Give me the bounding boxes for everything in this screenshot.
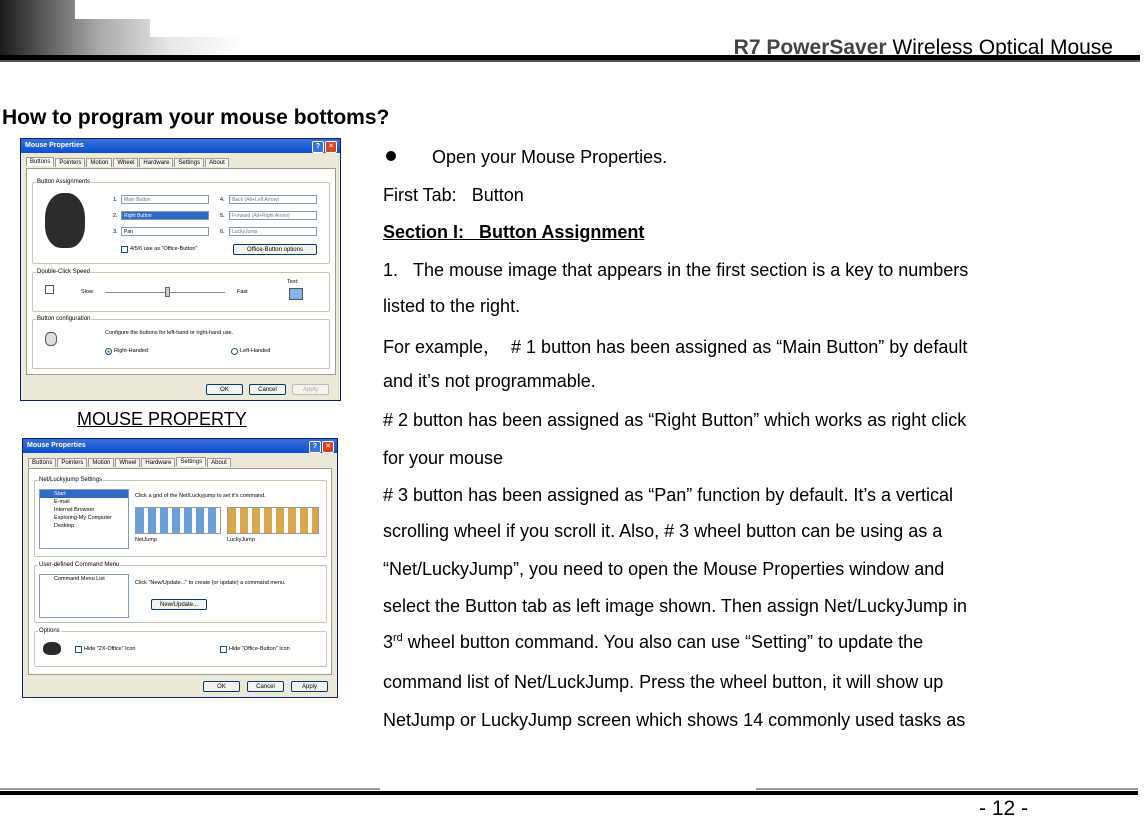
dialog-titlebar xyxy=(21,139,340,153)
speed-slider-knob xyxy=(165,287,170,297)
config-text: Configure the buttons for left-hand or right-hand use. xyxy=(105,330,234,336)
hide-office-button-label: Hide "Office-Button" Icon xyxy=(229,646,290,652)
close-icon: ✕ xyxy=(325,141,337,153)
assign-number: 4. xyxy=(220,197,225,203)
tab-wheel: Wheel xyxy=(113,158,138,167)
list-item: E-mail xyxy=(54,499,70,505)
page-heading: How to program your mouse bottoms? xyxy=(2,106,390,129)
dialog-tabs xyxy=(28,458,231,467)
group-user-defined-menu xyxy=(34,562,327,623)
assign-select-5: Forward (Alt+Right Arrow) xyxy=(229,211,317,220)
command-list xyxy=(39,489,129,549)
right-handed-label: Right-Handed xyxy=(114,348,148,354)
tab-pointers: Pointers xyxy=(55,158,85,167)
body-line: select the Button tab as left image shown. Then assign Net/LuckyJump in xyxy=(383,596,967,616)
test-folder-icon xyxy=(289,288,303,300)
first-tab-line: First Tab: Button xyxy=(383,185,524,205)
tab-motion: Motion xyxy=(88,458,114,467)
tab-panel xyxy=(26,168,336,375)
body-line: scrolling wheel if you scroll it. Also, # 3 wheel button can be using as a xyxy=(383,521,943,541)
apply-button: Apply xyxy=(291,681,328,692)
header-title xyxy=(734,36,1113,60)
footer-rule xyxy=(0,788,380,790)
office-options-button: Office-Button options xyxy=(233,244,317,255)
group-options xyxy=(34,628,327,667)
ok-button: OK xyxy=(206,384,243,395)
tab-settings: Settings xyxy=(174,158,204,167)
list-item: Command Menu List xyxy=(54,576,105,582)
left-handed-radio xyxy=(231,348,238,355)
tab-buttons: Buttons xyxy=(26,157,54,166)
list-item: Exploring-My Computer xyxy=(54,515,112,521)
body-line: “Net/LuckyJump”, you need to open the Mouse Properties window and xyxy=(383,559,945,579)
assign-select-6: LuckyJump xyxy=(229,227,317,236)
group-label: Net/Luckyjump Settings xyxy=(39,477,103,483)
dialog-title: Mouse Properties xyxy=(25,142,84,149)
tab-settings: Settings xyxy=(176,457,206,466)
test-label: Test: xyxy=(287,279,299,285)
luckyjump-icon-grid xyxy=(227,507,319,534)
bullet-text: Open your Mouse Properties. xyxy=(432,147,668,167)
command-hint: Click "New/Update..." to create (or update) a command menu. xyxy=(135,580,286,586)
body-line: 1. The mouse image that appears in the first section is a key to numbers xyxy=(383,260,969,280)
body-line: for your mouse xyxy=(383,448,504,468)
page-number: - 12 - xyxy=(979,797,1029,820)
assign-number: 1. xyxy=(113,197,118,203)
netjump-icon-grid xyxy=(135,507,221,534)
tab-panel xyxy=(28,468,332,675)
fast-label: Fast xyxy=(237,289,248,295)
hide-2x-office-checkbox xyxy=(75,646,82,653)
list-item: Start xyxy=(40,490,128,498)
body-line: For example， # 1 button has been assigned as “Main Button” by default xyxy=(383,337,968,357)
group-label: Double-Click Speed xyxy=(37,269,91,275)
bullet-icon xyxy=(386,151,396,161)
body-line: command list of Net/LuckJump. Press the wheel button, it will show up xyxy=(383,672,944,692)
tab-motion: Motion xyxy=(86,158,112,167)
close-icon: ✕ xyxy=(322,441,334,453)
cancel-button: Cancel xyxy=(249,384,286,395)
command-menu-list xyxy=(39,574,129,618)
assign-number: 5. xyxy=(220,213,225,219)
tab-wheel: Wheel xyxy=(115,458,140,467)
hide-office-button-checkbox xyxy=(220,646,227,653)
group-net-luckyjump xyxy=(34,477,327,557)
assign-number: 3. xyxy=(113,229,118,235)
assign-select-1: Main Button xyxy=(121,195,209,204)
tab-buttons: Buttons xyxy=(28,458,56,467)
header-brand: R7 PowerSaver xyxy=(733,36,887,59)
mouse-icon xyxy=(43,642,61,655)
body-line: listed to the right. xyxy=(383,296,521,316)
ordinal-rest: wheel button command. You also can use “Setting” to update the xyxy=(402,632,924,652)
slow-label: Slow xyxy=(81,289,93,295)
header-notch xyxy=(150,19,245,37)
grid-hint: Click a grid of the Net/Luckyjump to set it's command. xyxy=(135,493,266,499)
body-line-ordinal xyxy=(383,632,923,653)
mouse-properties-settings-screenshot xyxy=(22,438,338,698)
mouse-icon xyxy=(45,332,57,346)
office-check-label: 4/5/6 use as "Office-Button" xyxy=(130,246,198,252)
group-button-configuration xyxy=(32,316,330,369)
assign-select-4: Back (Alt+Left Arrow) xyxy=(229,195,317,204)
tab-hardware: Hardware xyxy=(139,158,173,167)
group-label: Button configuration xyxy=(37,316,91,322)
figure-caption: MOUSE PROPERTY xyxy=(77,409,247,429)
footer-rule xyxy=(756,788,1138,790)
list-item: Desktop xyxy=(54,523,75,529)
body-line: # 3 button has been assigned as “Pan” function by default. It’s a vertical xyxy=(383,485,954,505)
mouse-image xyxy=(45,193,85,248)
dialog-title: Mouse Properties xyxy=(27,442,86,449)
group-double-click xyxy=(32,269,330,312)
group-label: User-defined Command Menu xyxy=(39,562,120,568)
assign-select-3: Pan xyxy=(121,227,209,236)
mouse-properties-buttons-screenshot xyxy=(20,138,341,401)
tab-about: About xyxy=(205,158,229,167)
luckyjump-label: LuckyJump xyxy=(227,537,255,543)
list-item: Internet Browser xyxy=(54,507,95,513)
header-notch xyxy=(75,0,245,19)
header-rule xyxy=(0,60,1140,62)
ok-button: OK xyxy=(203,681,240,692)
hand-pointer-icon xyxy=(45,285,54,294)
ordinal-number: 3 xyxy=(383,632,394,652)
right-handed-radio xyxy=(105,348,112,355)
section-title: Section I: Button Assignment xyxy=(383,222,645,242)
dialog-tabs xyxy=(26,158,229,167)
assign-number: 2. xyxy=(113,213,118,219)
body-line: and it’s not programmable. xyxy=(383,371,596,391)
help-icon: ? xyxy=(309,441,321,453)
body-line: # 2 button has been assigned as “Right Button” which works as right click xyxy=(383,410,967,430)
tab-about: About xyxy=(207,458,231,467)
left-handed-label: Left-Handed xyxy=(240,348,271,354)
apply-button: Apply xyxy=(292,384,329,395)
office-checkbox xyxy=(121,246,128,253)
header-subtitle: Wireless Optical Mouse xyxy=(886,36,1113,59)
group-label: Options xyxy=(39,628,60,634)
tab-pointers: Pointers xyxy=(57,458,87,467)
cancel-button: Cancel xyxy=(247,681,284,692)
ordinal-suffix: rd xyxy=(393,632,403,644)
group-button-assignments xyxy=(32,179,330,264)
dialog-titlebar xyxy=(23,439,337,453)
netjump-label: NetJump xyxy=(135,537,158,543)
assign-select-2: Right Button xyxy=(121,211,209,220)
hide-2x-office-label: Hide "2X-Office" Icon xyxy=(84,646,136,652)
assign-number: 6. xyxy=(220,229,225,235)
body-line: NetJump or LuckyJump screen which shows 14 commonly used tasks as xyxy=(383,710,966,730)
group-label: Button Assignments xyxy=(37,179,91,185)
new-update-button: New/Update... xyxy=(151,599,207,610)
help-icon: ? xyxy=(312,141,324,153)
footer-rule xyxy=(0,791,1138,795)
tab-hardware: Hardware xyxy=(141,458,175,467)
